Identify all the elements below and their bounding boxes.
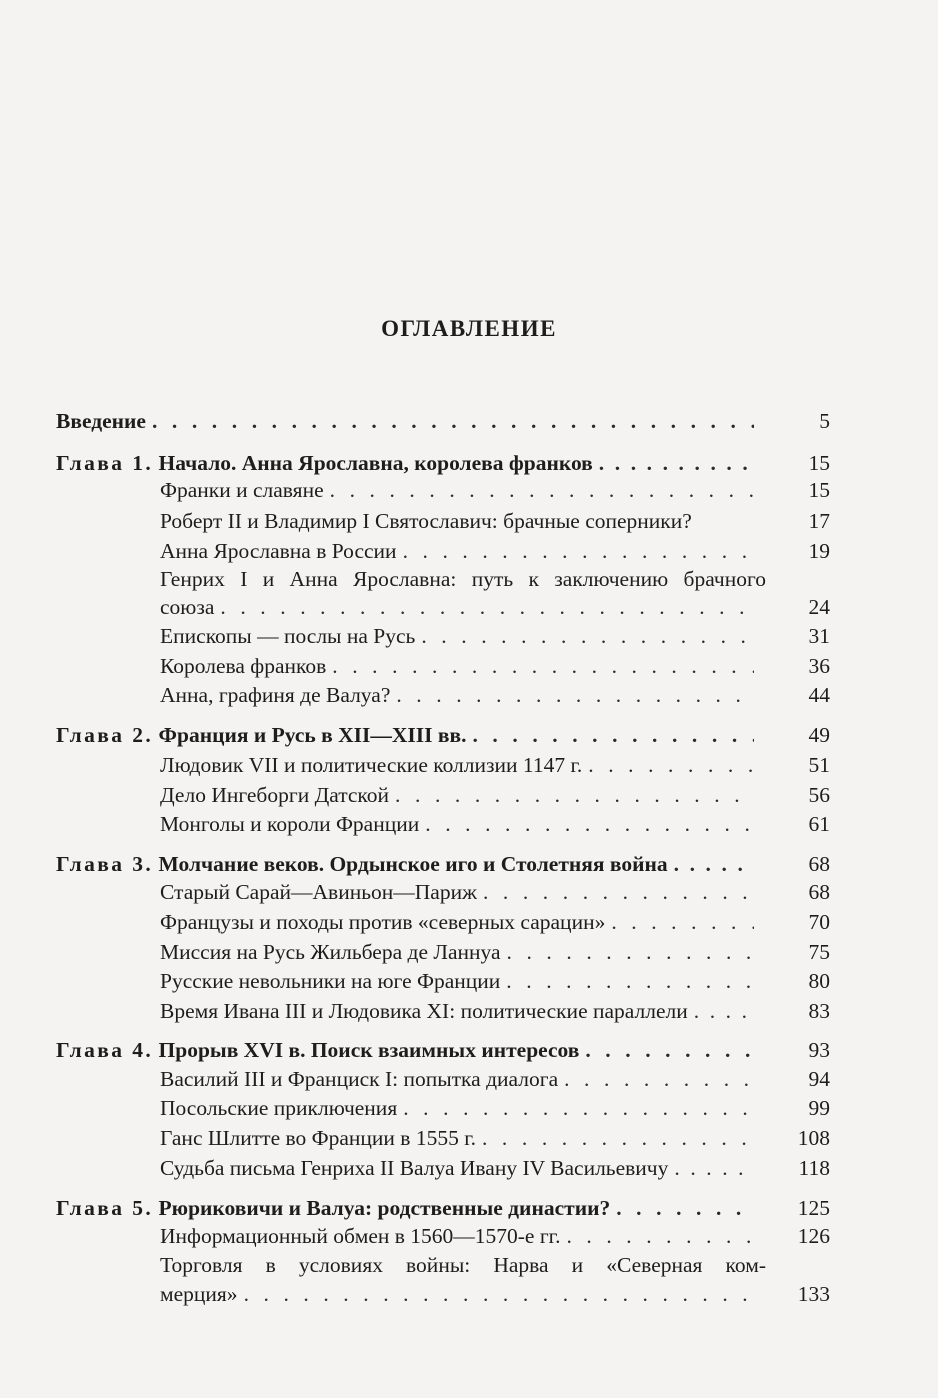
- page-number: 126: [797, 1224, 830, 1248]
- page-number: 75: [808, 940, 830, 964]
- page-number: 68: [808, 880, 830, 904]
- toc-entry-section[interactable]: [160, 1153, 830, 1183]
- toc-entry-section[interactable]: [160, 809, 830, 839]
- page-number: 36: [808, 654, 830, 678]
- toc-entry-section[interactable]: [160, 651, 830, 681]
- dot-leader: [694, 996, 754, 1026]
- page-number: 15: [808, 451, 830, 475]
- dot-leader: [425, 809, 754, 839]
- dot-leader: [674, 849, 754, 879]
- toc-entry-section[interactable]: [160, 506, 830, 536]
- page-number: 24: [808, 595, 830, 619]
- page-number: 80: [808, 969, 830, 993]
- toc-entry-section[interactable]: [160, 536, 830, 566]
- page-number: 51: [808, 753, 830, 777]
- dot-leader: [588, 750, 754, 780]
- toc-entry-section[interactable]: [160, 1123, 830, 1153]
- intro-label: Введение: [56, 409, 146, 433]
- section-title: союза: [160, 595, 215, 619]
- toc-entry-intro[interactable]: [56, 406, 830, 436]
- toc-entry-chapter-5[interactable]: [56, 1193, 830, 1223]
- section-title: Дело Ингеборги Датской: [160, 783, 390, 807]
- toc-entry-section[interactable]: [160, 780, 830, 810]
- dot-leader: [564, 1064, 754, 1094]
- toc-entry-section[interactable]: [160, 1221, 830, 1251]
- page-number: 133: [797, 1282, 830, 1306]
- section-title: Миссия на Русь Жильбера де Ланнуа: [160, 940, 501, 964]
- chapter-title: Начало. Анна Ярославна, королева франков: [158, 451, 593, 475]
- chapter-prefix: Глава 4.: [56, 1038, 154, 1062]
- dot-leader: [483, 877, 754, 907]
- chapter-title: Рюриковичи и Валуа: родственные династии?: [158, 1196, 611, 1220]
- dot-leader: [674, 1153, 754, 1183]
- dot-leader: [506, 966, 754, 996]
- toc-entry-section[interactable]: [160, 966, 830, 996]
- dot-leader: [599, 448, 754, 478]
- dot-leader: [330, 475, 754, 505]
- section-title: Время Ивана III и Людовика XI: политические параллели: [160, 999, 688, 1023]
- dot-leader: [482, 1123, 754, 1153]
- chapter-title: Прорыв XVI в. Поиск взаимных интересов: [158, 1038, 580, 1062]
- toc-entry-chapter-4[interactable]: [56, 1035, 830, 1065]
- dot-leader: [244, 1279, 754, 1309]
- chapter-prefix: Глава 5.: [56, 1196, 154, 1220]
- chapter-prefix: Глава 3.: [56, 852, 154, 876]
- chapter-prefix: Глава 2.: [56, 723, 154, 747]
- page-number: 125: [797, 1196, 830, 1220]
- toc-entry-chapter-3[interactable]: [56, 849, 830, 879]
- page-number: 70: [808, 910, 830, 934]
- dot-leader: [152, 406, 754, 436]
- toc-entry-section[interactable]: [160, 937, 830, 967]
- dot-leader: [472, 720, 754, 750]
- dot-leader: [396, 680, 754, 710]
- toc-entry-section[interactable]: [160, 750, 830, 780]
- page-number: 15: [808, 478, 830, 502]
- chapter-title: Франция и Русь в XII—XIII вв.: [158, 723, 467, 747]
- toc-entry-chapter-1[interactable]: [56, 448, 830, 478]
- toc-entry-chapter-2[interactable]: [56, 720, 830, 750]
- section-title: Епископы — послы на Русь: [160, 624, 416, 648]
- section-title: Людовик VII и политические коллизии 1147 г.: [160, 753, 583, 777]
- dot-leader: [585, 1035, 754, 1065]
- toc-entry-section[interactable]: [160, 680, 830, 710]
- toc-entry-section[interactable]: [160, 907, 830, 937]
- page-number: 108: [797, 1126, 830, 1150]
- dot-leader: [507, 937, 754, 967]
- page-number: 17: [808, 509, 830, 533]
- dot-leader: [403, 536, 754, 566]
- section-title: Монголы и короли Франции: [160, 812, 420, 836]
- toc-entry-section[interactable]: [160, 877, 830, 907]
- dot-leader: [611, 907, 754, 937]
- toc-entry-section[interactable]: [160, 1093, 830, 1123]
- toc-entry-section[interactable]: [160, 1279, 830, 1309]
- section-title: Судьба письма Генриха II Валуа Ивану IV Васильевичу: [160, 1156, 669, 1180]
- page-title: ОГЛАВЛЕНИЕ: [381, 316, 557, 341]
- section-title-line1: Торговля в условиях войны: Нарва и «Северная ком-: [160, 1253, 766, 1277]
- toc-entry-section[interactable]: [160, 996, 830, 1026]
- dot-leader: [421, 621, 754, 651]
- section-title: Старый Сарай—Авиньон—Париж: [160, 880, 477, 904]
- dot-leader: [220, 592, 754, 622]
- dot-leader: [566, 1221, 754, 1251]
- section-title: Ганс Шлитте во Франции в 1555 г.: [160, 1126, 476, 1150]
- toc-entry-section[interactable]: [160, 1064, 830, 1094]
- section-title: Роберт II и Владимир I Святославич: брачные соперники?: [160, 509, 692, 533]
- section-title: Посольские приключения: [160, 1096, 398, 1120]
- page-number: 56: [808, 783, 830, 807]
- toc-entry-section-line1[interactable]: [160, 564, 766, 594]
- section-title: Василий III и Франциск I: попытка диалога: [160, 1067, 559, 1091]
- section-title-line1: Генрих I и Анна Ярославна: путь к заключению брачного: [160, 567, 766, 591]
- section-title: Французы и походы против «северных сарацин»: [160, 910, 606, 934]
- section-title: Франки и славяне: [160, 478, 324, 502]
- section-title: Информационный обмен в 1560—1570-е гг.: [160, 1224, 561, 1248]
- page-number: 31: [808, 624, 830, 648]
- dot-leader: [616, 1193, 754, 1223]
- page-number: 94: [808, 1067, 830, 1091]
- page-number: 61: [808, 812, 830, 836]
- chapter-prefix: Глава 1.: [56, 451, 154, 475]
- section-title: Анна, графиня де Валуа?: [160, 683, 391, 707]
- toc-entry-section[interactable]: [160, 621, 830, 651]
- page-number: 99: [808, 1096, 830, 1120]
- page-number: 49: [808, 723, 830, 747]
- page-number: 68: [808, 852, 830, 876]
- page-number: 19: [808, 539, 830, 563]
- page-number: 118: [798, 1156, 830, 1180]
- dot-leader: [332, 651, 754, 681]
- page-number: 44: [808, 683, 830, 707]
- section-title: Анна Ярославна в России: [160, 539, 397, 563]
- section-title: Русские невольники на юге Франции: [160, 969, 501, 993]
- toc-entry-section-line1[interactable]: [160, 1250, 766, 1280]
- dot-leader: [395, 780, 754, 810]
- page-number: 5: [819, 409, 830, 433]
- page-number: 93: [808, 1038, 830, 1062]
- section-title: Королева франков: [160, 654, 327, 678]
- page-number: 83: [808, 999, 830, 1023]
- toc-entry-section[interactable]: [160, 592, 830, 622]
- toc-entry-section[interactable]: [160, 475, 830, 505]
- section-title: мерция»: [160, 1282, 238, 1306]
- dot-leader: [403, 1093, 754, 1123]
- chapter-title: Молчание веков. Ордынское иго и Столетняя война: [158, 852, 668, 876]
